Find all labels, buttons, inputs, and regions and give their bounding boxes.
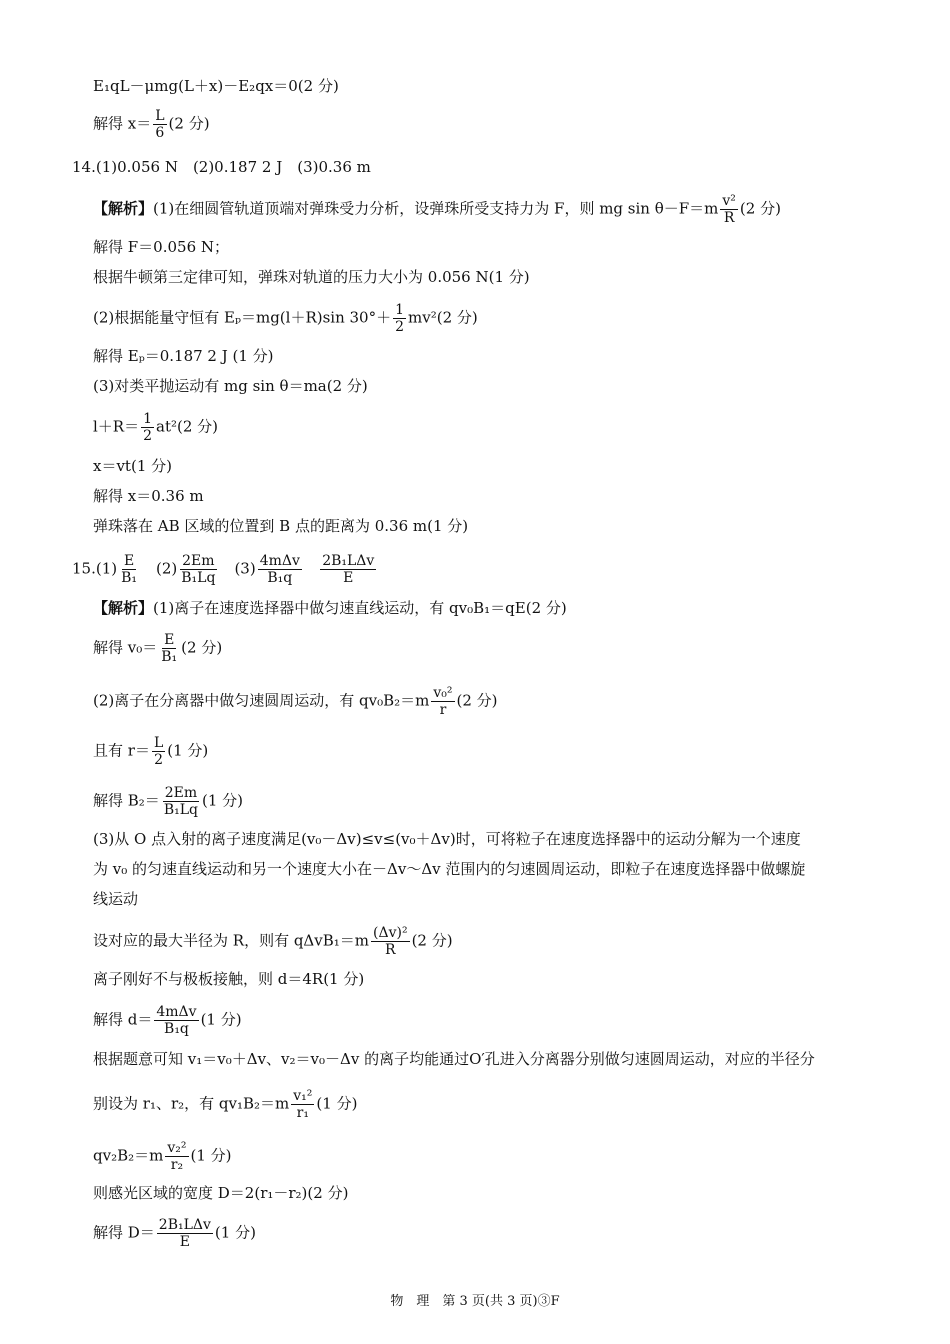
denominator: B₁q <box>164 1021 189 1037</box>
fraction <box>258 553 302 586</box>
denominator: 2 <box>154 752 164 768</box>
fraction <box>179 553 217 586</box>
numerator: v² <box>722 193 736 209</box>
text: (2 分) <box>739 199 781 218</box>
denominator: B₁ <box>121 570 138 586</box>
text: (1 分) <box>316 1094 358 1113</box>
text: (2)离子在分离器中做匀速圆周运动，有 qv₀B₂＝m <box>93 691 430 710</box>
text: 则感光区域的宽度 D＝2(r₁－r₂)(2 分) <box>93 1184 349 1202</box>
denominator: r₁ <box>296 1105 309 1121</box>
text-line <box>93 829 801 849</box>
text: (1 分) <box>167 741 209 760</box>
denominator: B₁Lq <box>181 570 216 586</box>
equation-line <box>93 1183 348 1203</box>
text: (1)在细圆管轨道顶端对弹珠受力分析，设弹珠所受支持力为 F，则 mg sin θ－F＝m <box>153 199 719 218</box>
text: x＝vt(1 分) <box>93 457 172 475</box>
text: (2 分) <box>411 931 453 950</box>
fraction <box>153 108 166 141</box>
text-line <box>93 859 805 879</box>
text: 根据题意可知 v₁＝v₀＋Δv、v₂＝v₀－Δv 的离子均能通过O′孔进入分离器分别做匀速圆周运动，对应的半径分 <box>93 1050 815 1068</box>
fraction <box>320 553 376 586</box>
analysis-tag: 【解析】 <box>93 599 154 617</box>
result-line <box>93 785 243 818</box>
numerator: L <box>153 735 164 751</box>
numerator: E <box>123 553 135 569</box>
numerator: (Δv)² <box>373 925 408 941</box>
numerator: v₁² <box>293 1088 313 1104</box>
equation-line <box>93 302 478 335</box>
fraction <box>720 193 738 226</box>
fraction <box>154 1004 198 1037</box>
equation-line <box>93 685 498 718</box>
equation-text: E₁qL－μmg(L＋x)－E₂qx＝0(2 分) <box>93 77 339 95</box>
text: 别设为 r₁、r₂，有 qv₁B₂＝m <box>93 1094 290 1113</box>
text: (1 分) <box>190 1146 232 1165</box>
text: (1 分) <box>214 1223 256 1242</box>
text: (1)离子在速度选择器中做匀速直线运动，有 qv₀B₁＝qE(2 分) <box>153 599 567 617</box>
equation-line <box>93 456 172 476</box>
text: (1 分) <box>200 1010 242 1029</box>
analysis-tag: 【解析】 <box>93 199 154 218</box>
denominator: r <box>439 702 447 718</box>
text: (3)对类平抛运动有 mg sin θ＝ma(2 分) <box>93 377 368 395</box>
fraction <box>152 735 165 768</box>
fraction <box>157 1217 213 1250</box>
question-15-answers <box>72 553 378 586</box>
fraction <box>119 553 139 586</box>
equation-line <box>93 925 453 958</box>
numerator: 2B₁LΔv <box>322 553 375 569</box>
equation-line <box>93 411 218 444</box>
analysis-line <box>93 598 567 618</box>
text-line <box>93 889 138 909</box>
result-line <box>93 237 229 257</box>
text: 解得 D＝ <box>93 1223 155 1242</box>
numerator: E <box>164 632 175 648</box>
numerator: 2B₁LΔv <box>158 1217 211 1233</box>
question-14-answers <box>72 157 371 177</box>
text: 设对应的最大半径为 R，则有 qΔvB₁＝m <box>93 931 369 950</box>
denominator: R <box>723 210 735 226</box>
text: 解得 x＝ <box>93 114 152 133</box>
text: 解得 Eₚ＝0.187 2 J (1 分) <box>93 347 274 365</box>
denominator: B₁q <box>267 570 293 586</box>
numerator: 2Em <box>164 785 198 801</box>
denominator: R <box>385 942 396 958</box>
text-line <box>93 267 530 287</box>
text: at²(2 分) <box>156 417 219 436</box>
result-line <box>93 1217 256 1250</box>
text: qv₂B₂＝m <box>93 1146 164 1165</box>
denominator: 6 <box>155 125 165 141</box>
text: (2 分) <box>168 114 210 133</box>
numerator: 1 <box>143 411 153 427</box>
fraction <box>393 302 406 335</box>
page-footer: 物 理 第 3 页(共 3 页)③F <box>390 1294 560 1309</box>
equation-line <box>93 1140 232 1173</box>
text: 解得 d＝ <box>93 1010 153 1029</box>
fraction <box>165 1140 188 1173</box>
equation-line <box>93 735 208 768</box>
numerator: v₀² <box>433 685 453 701</box>
denominator: 2 <box>143 428 153 444</box>
text: (1 分) <box>201 791 244 810</box>
text: (3)从 O 点入射的离子速度满足(v₀－Δv)≤v≤(v₀＋Δv)时，可将粒子在速度选择器中的运动分解为一个速度 <box>93 830 801 848</box>
result-line <box>93 108 210 141</box>
text: 解得 v₀＝ <box>93 638 158 657</box>
text-line <box>93 376 368 396</box>
numerator: 4mΔv <box>156 1004 197 1020</box>
denominator: E <box>179 1234 190 1250</box>
numerator: 4mΔv <box>259 553 300 569</box>
text-line <box>93 1049 815 1069</box>
text: 解得 B₂＝ <box>93 791 160 810</box>
text: (2 分) <box>181 638 223 657</box>
text: 为 v₀ 的匀速直线运动和另一个速度大小在－Δv～Δv 范围内的匀速圆周运动，即粒子在速度选择器中做螺旋 <box>93 860 806 878</box>
text: 根据牛顿第三定律可知，弹珠对轨道的压力大小为 0.056 N(1 分) <box>93 268 530 286</box>
denominator: B₁ <box>161 649 178 665</box>
text-line <box>93 969 364 989</box>
text: 离子刚好不与极板接触，则 d＝4R(1 分) <box>93 970 365 988</box>
text: (2 分) <box>456 691 498 710</box>
result-line <box>93 346 274 366</box>
text: 且有 r＝ <box>93 741 150 760</box>
text: 线运动 <box>93 890 139 908</box>
analysis-line <box>93 193 781 226</box>
text: (2) <box>141 559 178 578</box>
denominator: E <box>343 570 354 586</box>
numerator: 2Em <box>182 553 215 569</box>
answer-summary: 14.(1)0.056 N (2)0.187 2 J (3)0.36 m <box>72 158 371 176</box>
text: (2)根据能量守恒有 Eₚ＝mg(l＋R)sin 30°＋ <box>93 308 392 327</box>
text: 15.(1) <box>72 559 118 578</box>
denominator: r₂ <box>170 1157 184 1173</box>
equation-line <box>93 1088 357 1121</box>
result-line <box>93 1004 242 1037</box>
text: 弹珠落在 AB 区域的位置到 B 点的距离为 0.36 m(1 分) <box>93 517 469 535</box>
fraction <box>291 1088 314 1121</box>
numerator: 1 <box>395 302 405 318</box>
text-line <box>93 516 468 536</box>
fraction <box>371 925 410 958</box>
denominator: B₁Lq <box>163 802 198 818</box>
text: (3) <box>219 559 256 578</box>
equation-line <box>93 76 339 96</box>
numerator: v₂² <box>167 1140 187 1156</box>
text: 解得 x＝0.36 m <box>93 487 204 505</box>
text: mv²(2 分) <box>408 308 478 327</box>
result-line <box>93 486 204 506</box>
fraction <box>431 685 454 718</box>
fraction <box>162 785 200 818</box>
denominator: 2 <box>395 319 405 335</box>
fraction <box>141 411 154 444</box>
text: l＋R＝ <box>93 417 140 436</box>
result-line <box>93 632 222 665</box>
fraction <box>159 632 179 665</box>
text: 解得 F＝0.056 N； <box>93 238 230 256</box>
numerator: L <box>155 108 165 124</box>
